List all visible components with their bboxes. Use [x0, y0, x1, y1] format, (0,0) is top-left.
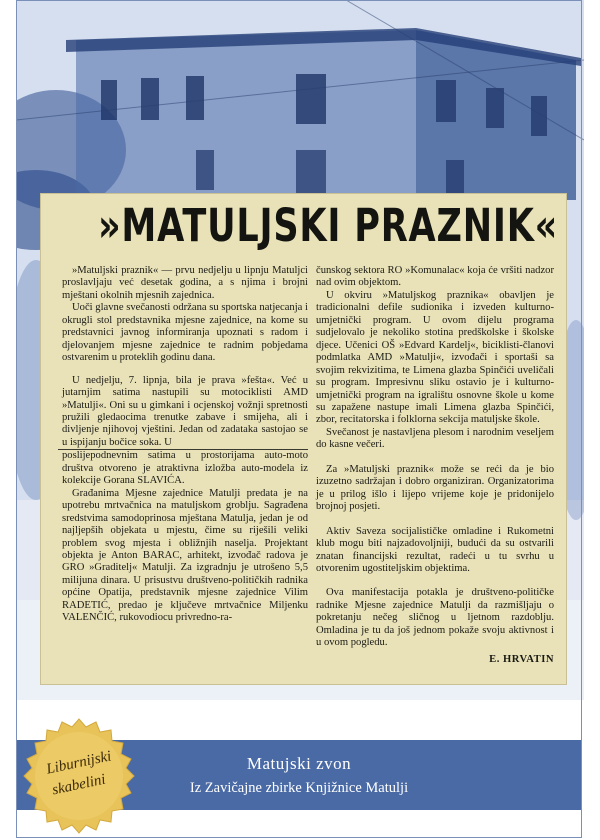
paragraph: U nedjelju, 7. lipnja, bila je prava »fešta«. Već u jutarnjim satima nastupili su motociklisti AMD »Matulji«. Oni su u gimkani i ocjenskoj vožnji spretnosti pružili gledaocima trenutke zabave i smijeha, ali i divljenje njihovoj vještini. Jedan od zadataka sastojao se u ispijanju bočice soka. U	[62, 374, 308, 448]
article-signature: E. HRVATIN	[489, 653, 554, 665]
clipping-left-column	[62, 265, 308, 625]
clipping-headline: »MATULJSKI PRAZNIK«	[97, 199, 559, 252]
footer-title: Matujski zvon	[246, 754, 352, 773]
gold-seal-logo	[20, 717, 138, 835]
paragraph: Uoči glavne svečanosti održana su sportska natjecanja i okrugli stol predstavnika mjesne zajednice, na kome su predstavnici javnog informiranja upoznati s radom i djelovanjem mjesne zajednice te radnim pobjedama ostvarenim u proteklih godinu dana.	[62, 302, 308, 364]
paragraph: U okviru »Matuljskog praznika« obavljen je tradicionalni defile sudionika i izveden kulturno-umjetnički program. U ovom dijelu programa sudjelovalo je nekoliko stotina predškolske i školske djece. Učenici OŠ »Edvard Kardelj«, biciklisti-članovi podmlatka AMD »Matulji«, izvođači i sportaši sa svojim rekvizitima, te Limena glazba Spinčići uveličali su program. Impresivnu sliku ostavio je i kulturno-umjetnički program na igralištu osnovne škole u kome su zapažene nastupe imali Limena glazba Spinčići, zbor, recitatorska i folklorna sekcija matuljske škole.	[316, 289, 554, 426]
paragraph: čunskog sektora RO »Komunalac« koja će vršiti nadzor nad ovim objektom.	[316, 265, 554, 289]
clipping-right-column	[316, 265, 554, 666]
paragraph: Svečanost je nastavljena plesom i narodnim veseljem do kasne večeri.	[316, 426, 554, 451]
footer-subtitle: Iz Zavičajne zbirke Knjižnice Matulji	[189, 780, 409, 796]
seal-text-line1: Liburnijski	[45, 748, 113, 778]
paragraph: Aktiv Saveza socijalističke omladine i Rukometni klub mogu biti najzadovoljniji, budući da su ostvarili znatan financijski rezultat, radeći u tu svrhu u otvorenim ugostiteljskim objektima.	[316, 525, 554, 574]
paragraph: Građanima Mjesne zajednice Matulji predata je na upotrebu mrtvačnica na matuljskom groblju. Sagrađena sredstvima samodoprinosa mještana Matulja, jedan je od najljepših objekata u mjestu, čime su riješili veliki problem svog mjesta i obližnjih naselja. Projektant objekta je Anton BARAC, arhitekt, izvođač radova je GRO »Graditelj« Matulji. Za izgradnju je utrošeno 5,5 milijuna dinara. U prisustvu društveno-političkih radnika općine Opatija, predstavnik mjesne zajednice Vilim RADETIĆ, predao je ključeve mrtvačnice Miljenku VALENČIĆ, rukovodiocu privredno-ra-	[62, 487, 308, 624]
paragraph: Ova manifestacija potakla je društveno-političke radnike Mjesne zajednice Matulji da razmišljaju o pokretanju nečeg sličnog u ljetnom razdoblju. Omladina je tu da još jednom pokaže svoju aktivnost i u ovom pogledu.	[316, 587, 554, 649]
paragraph: »Matuljski praznik« — prvu nedjelju u lipnju Matuljci proslavljaju već desetak godina, a s njima i brojni mještani okolnih mjesnih zajednica.	[62, 265, 308, 301]
seal-text-line2: skabelini	[50, 771, 108, 799]
paragraph: poslijepodnevnim satima u prostorijama auto-moto društva otvoreno je atraktivna izložba auto-modela iz kolekcije Gorana SLAVIĆA.	[58, 449, 308, 487]
newspaper-clipping	[40, 193, 567, 685]
paragraph: Za »Matuljski praznik« može se reći da je bio izuzetno sadržajan i dobro organiziran. Organizatorima je u prilog išlo i lijepo vrijeme koje je pridonijelo brojnoj posjeti.	[316, 463, 554, 513]
